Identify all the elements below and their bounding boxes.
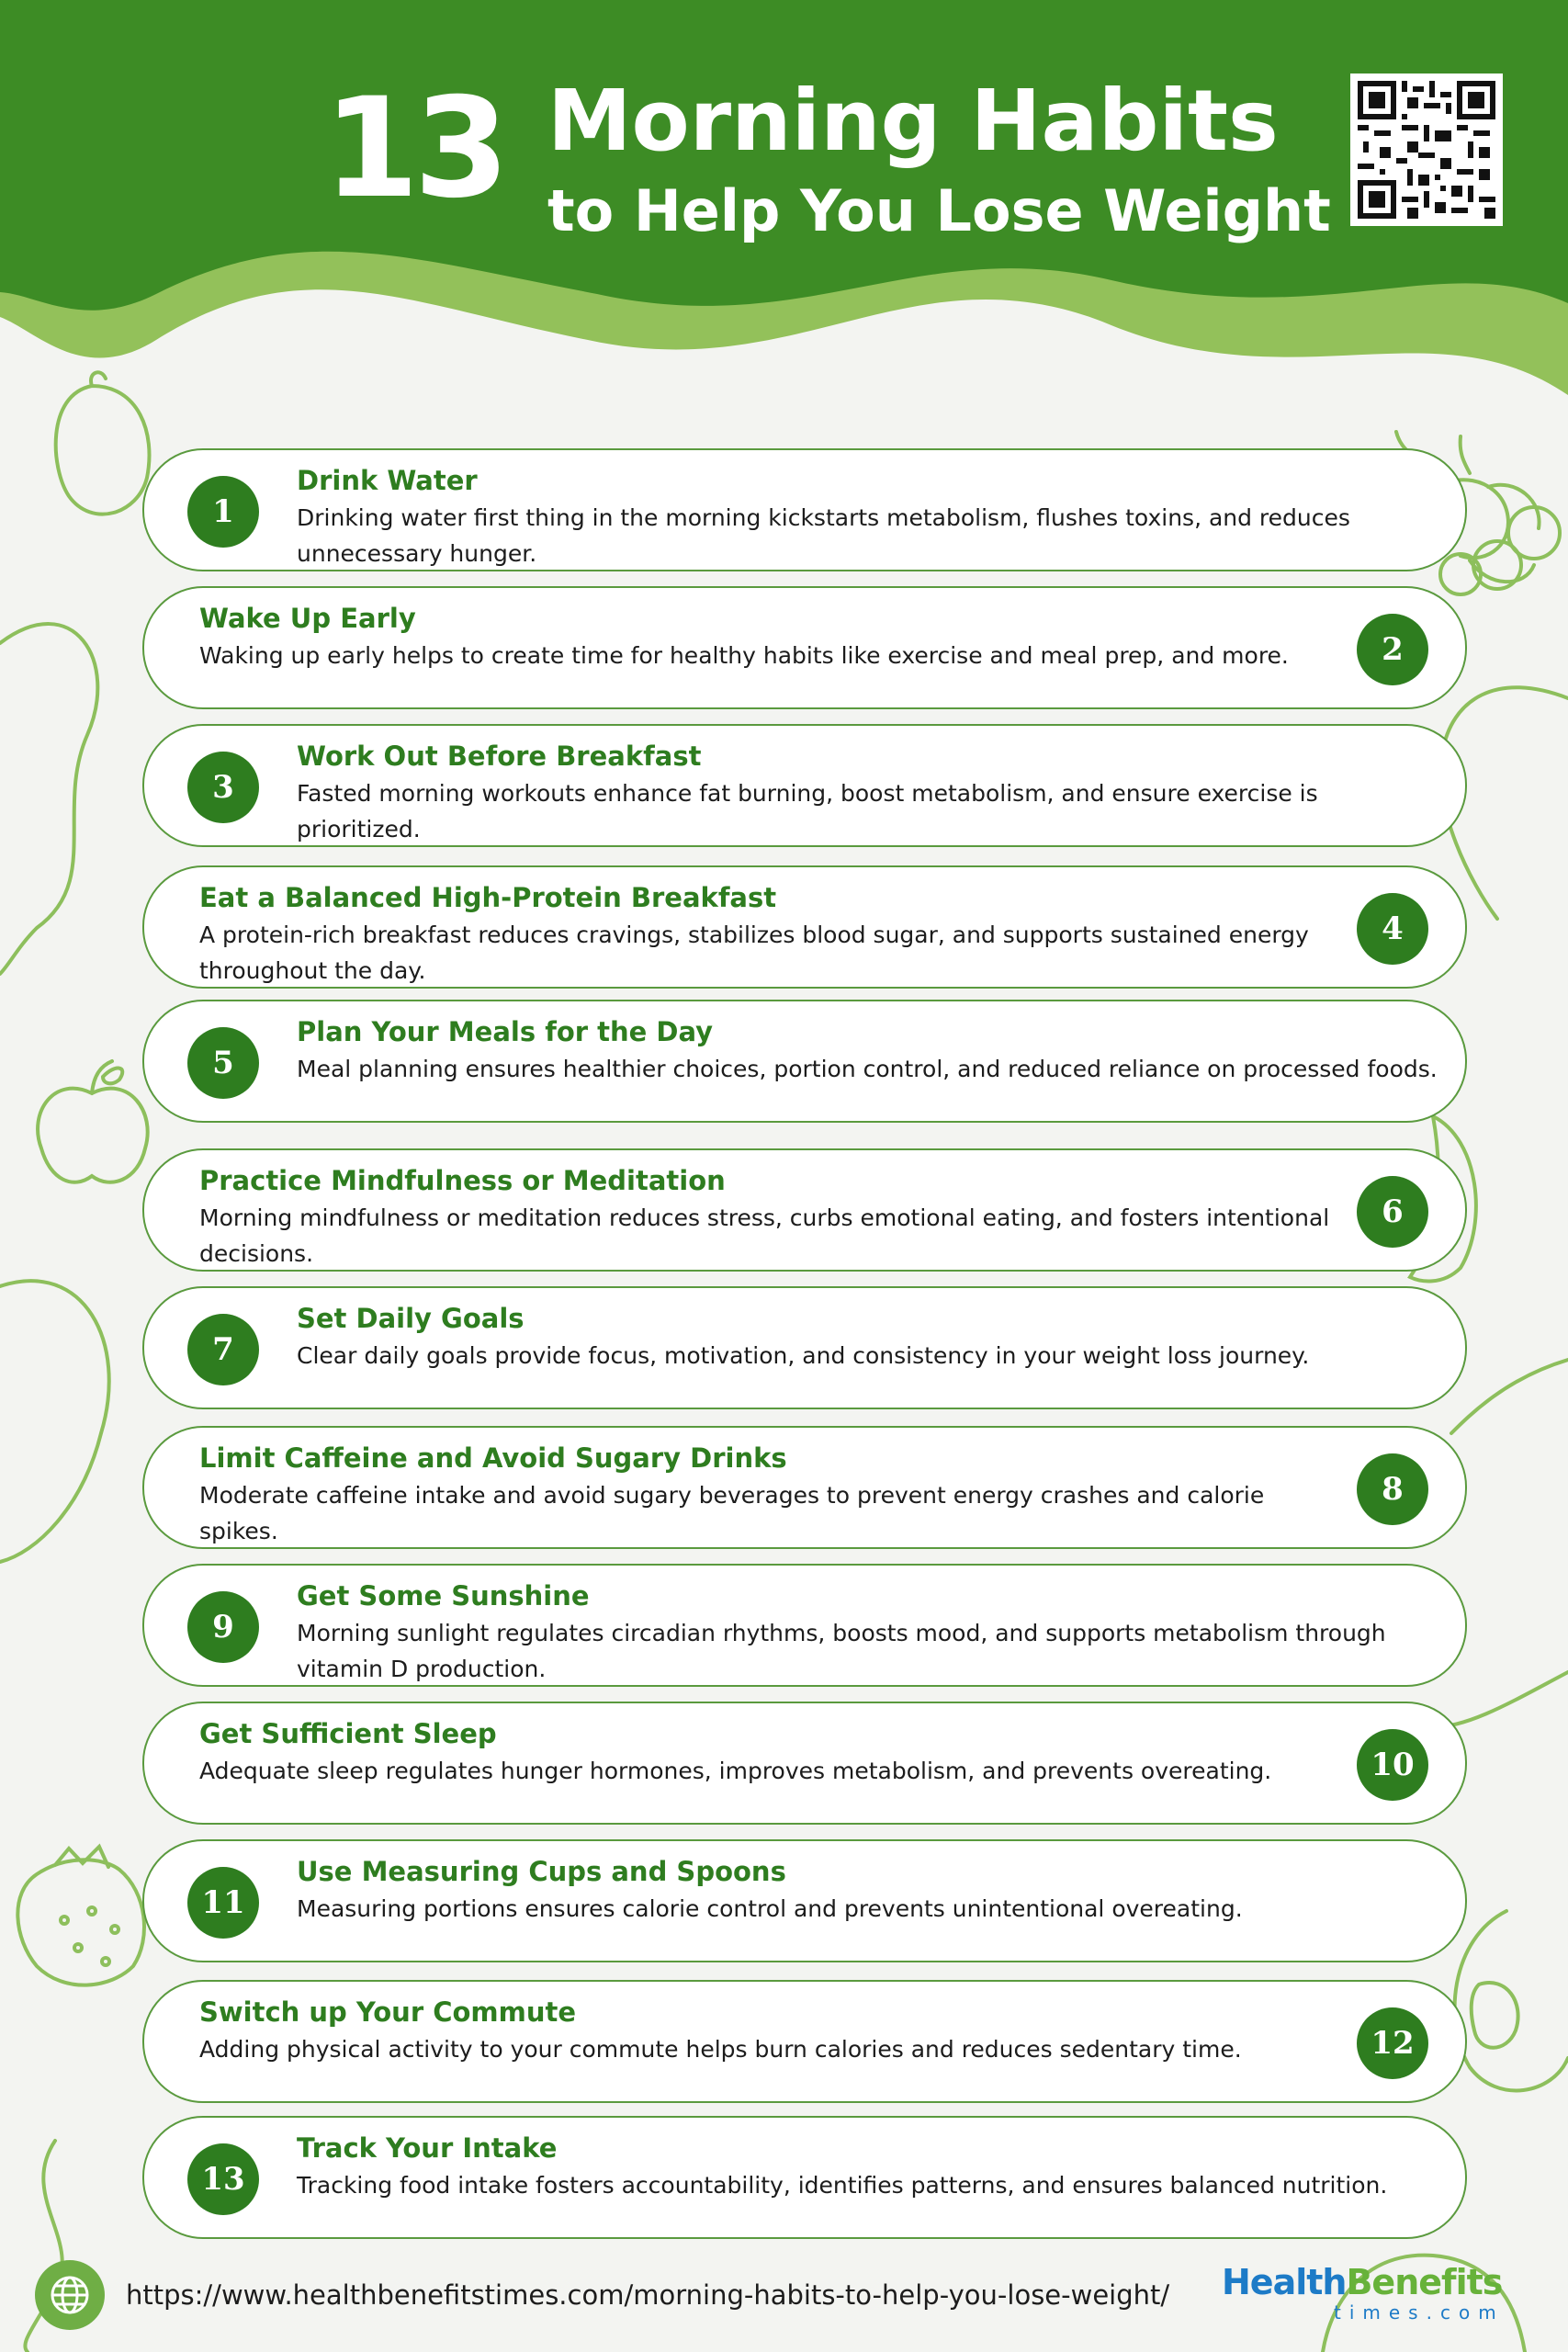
habit-number-badge: 10: [1357, 1729, 1428, 1801]
habit-card-6: [142, 1148, 1467, 1272]
globe-icon: [35, 2260, 105, 2330]
source-url-link[interactable]: https://www.healthbenefitstimes.com/morning-habits-to-help-you-lose-weight/: [126, 2279, 1170, 2311]
habit-description: Adequate sleep regulates hunger hormones, improves metabolism, and prevents overeating.: [199, 1758, 1272, 1784]
habit-number-badge: 11: [187, 1867, 259, 1939]
habit-title: Limit Caffeine and Avoid Sugary Drinks: [199, 1442, 787, 1474]
habit-title: Switch up Your Commute: [199, 1996, 577, 2028]
habit-title: Eat a Balanced High-Protein Breakfast: [199, 882, 777, 913]
habit-card-3: [142, 724, 1467, 847]
right-squiggle-line-3: [1433, 1672, 1568, 1727]
habit-description: Morning sunlight regulates circadian rhythms, boosts mood, and supports metabolism through vitamin D production.: [297, 1620, 1386, 1682]
habit-card-4: [142, 865, 1467, 989]
habit-description: Moderate caffeine intake and avoid sugary beverages to prevent energy crashes and calorie spikes.: [199, 1482, 1265, 1544]
habit-description: Adding physical activity to your commute helps burn calories and reduces sedentary time.: [199, 2036, 1242, 2063]
habit-number-badge: 8: [1357, 1453, 1428, 1525]
logo-wordmark: [1222, 2262, 1502, 2302]
headline-subtitle: to Help You Lose Weight: [547, 177, 1331, 244]
apple-doodle-icon: [38, 1061, 148, 1182]
habit-description: Morning mindfulness or meditation reduces stress, curbs emotional eating, and fosters intentional decisions.: [199, 1204, 1330, 1267]
habit-description: Clear daily goals provide focus, motivation, and consistency in your weight loss journey.: [297, 1342, 1310, 1369]
right-squiggle-line-2: [1451, 1360, 1568, 1433]
habit-title: Track Your Intake: [297, 2132, 558, 2164]
habit-number-badge: 3: [187, 752, 259, 823]
left-squiggle-line-2: [0, 1281, 109, 1562]
habit-title: Drink Water: [297, 465, 478, 496]
left-squiggle-line: [0, 624, 97, 974]
habit-card-13: [142, 2116, 1467, 2239]
habit-card-2: [142, 586, 1467, 709]
health-benefits-times-logo[interactable]: [1222, 2262, 1516, 2326]
habit-title: Wake Up Early: [199, 603, 416, 634]
habit-number-badge: 13: [187, 2143, 259, 2215]
habit-number-badge: 1: [187, 476, 259, 548]
logo-word-health: Health: [1222, 2262, 1347, 2302]
habit-card-12: [142, 1980, 1467, 2103]
habit-title: Plan Your Meals for the Day: [297, 1016, 714, 1047]
headline-number: 13: [323, 69, 504, 229]
habit-number-badge: 6: [1357, 1176, 1428, 1248]
habit-description: A protein-rich breakfast reduces cravings, stabilizes blood sugar, and supports sustained energy throughout the day.: [199, 922, 1309, 984]
habit-title: Set Daily Goals: [297, 1303, 525, 1334]
habit-card-7: [142, 1286, 1467, 1409]
avocado-doodle-icon: [1455, 1911, 1568, 2090]
habit-title: Get Some Sunshine: [297, 1580, 590, 1611]
strawberry-doodle-icon: [17, 1847, 144, 1985]
habit-title: Use Measuring Cups and Spoons: [297, 1856, 786, 1887]
habit-number-badge: 9: [187, 1591, 259, 1663]
habit-card-10: [142, 1702, 1467, 1825]
habit-number-badge: 4: [1357, 893, 1428, 965]
header-banner: [0, 0, 1568, 404]
habit-number-badge: 5: [187, 1027, 259, 1099]
habit-description: Meal planning ensures healthier choices, portion control, and reduced reliance on processed foods.: [297, 1056, 1438, 1082]
habit-description: Fasted morning workouts enhance fat burning, boost metabolism, and ensure exercise is prioritized.: [297, 780, 1318, 842]
habit-number-badge: 2: [1357, 614, 1428, 685]
habit-card-11: [142, 1839, 1467, 1962]
habit-card-1: [142, 448, 1467, 571]
habit-card-9: [142, 1564, 1467, 1687]
habit-title: Work Out Before Breakfast: [297, 741, 702, 772]
habit-card-8: [142, 1426, 1467, 1549]
habit-description: Waking up early helps to create time for healthy habits like exercise and meal prep, and more.: [199, 642, 1289, 669]
habit-number-badge: 12: [1357, 2007, 1428, 2079]
habit-description: Tracking food intake fosters accountability, identifies patterns, and ensures balanced nutrition.: [297, 2172, 1388, 2199]
habit-title: Practice Mindfulness or Meditation: [199, 1165, 726, 1196]
habit-card-5: [142, 1000, 1467, 1123]
habit-title: Get Sufficient Sleep: [199, 1718, 497, 1749]
logo-subtitle: times.com: [1334, 2301, 1505, 2324]
habit-description: Measuring portions ensures calorie control and prevents unintentional overeating.: [297, 1895, 1243, 1922]
habit-description: Drinking water first thing in the morning kickstarts metabolism, flushes toxins, and reduces unnecessary hunger.: [297, 504, 1350, 567]
logo-word-benefits: Benefits: [1346, 2262, 1503, 2302]
habit-number-badge: 7: [187, 1314, 259, 1385]
qr-code-icon: [1358, 81, 1495, 219]
headline-title: Morning Habits: [547, 72, 1279, 170]
qr-code[interactable]: [1350, 74, 1503, 226]
